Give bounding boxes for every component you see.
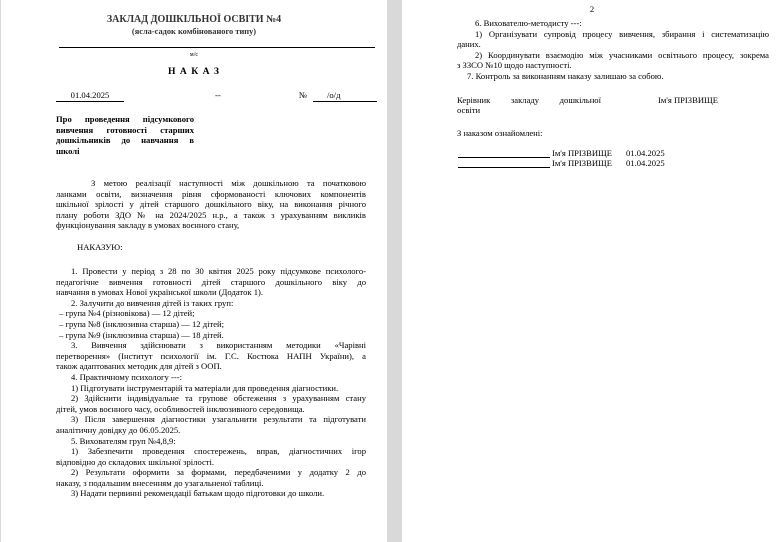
signatory-name: Ім'я ПРІЗВИЩЕ: [658, 95, 718, 105]
item-line: 1) Організувати супровід процесу вивчення, збирання і систематизацію: [475, 28, 769, 39]
ack-name: Ім'я ПРІЗВИЩЕ: [552, 158, 612, 168]
item-line: 3. Вивчення здійснювати з використанням методики «Чарівні: [71, 340, 366, 351]
item-line: дітей, умов воєнного часу, особливостей інклюзивного середовища.: [56, 403, 305, 414]
item-line: 6. Вихователю-методисту ---:: [475, 18, 582, 28]
item-line: 3) Після завершення діагностики узагальнити результати та підготувати: [71, 414, 366, 425]
item-line: 2) Результати оформити за формами, передбаченими у додатку 2 до: [71, 467, 366, 478]
item-line: 2) Координувати взаємодію між учасниками освітнього процесу, зокрема: [475, 49, 769, 60]
ack-name: Ім'я ПРІЗВИЩЕ: [552, 148, 612, 158]
item-line: 7. Контроль за виконанням наказу залишаю за собою.: [467, 70, 664, 81]
subject-line: школі: [56, 145, 80, 156]
item-line: 3) Надати первинні рекомендації батькам щодо підготовки до школи.: [71, 488, 325, 499]
item-line: наказу, з подальшим внесенням до узагальненої таблиці.: [56, 477, 264, 488]
signatory-role: Керівник закладу дошкільної: [457, 95, 601, 105]
item-line: 1. Провести у період з 28 по 30 квітня 2025 року підсумкове психолого-: [71, 266, 366, 276]
preamble-line: ланками освіти, визначення рівня сформованості ключових компонентів: [56, 188, 366, 199]
preamble-line: плану роботи ЗДО № на 2024/2025 н.р., а також з урахуванням викликів: [56, 209, 366, 220]
signatory-role-line2: освіти: [457, 105, 481, 115]
order-subject: [56, 114, 194, 156]
order-date: 01.04.2025: [56, 90, 124, 102]
meta-dash: --: [215, 90, 221, 100]
institution-name: ЗАКЛАД ДОШКІЛЬНОЇ ОСВІТИ №4: [106, 14, 282, 25]
item-line: з ЗЗСО №10 щодо наступності.: [457, 60, 572, 71]
preamble-line: функціонування закладу в умовах воєнного стану,: [56, 220, 240, 231]
item-line: 2) Здійснити індивідуальне та групове обстеження з урахуванням стану: [71, 393, 366, 404]
item-line: – група №9 (інклюзивна старша) — 18 дітей.: [59, 329, 224, 340]
preamble: [56, 178, 366, 231]
order-items: [56, 266, 366, 499]
item-line: 1) Підготувати інструментарій та матеріали для проведення діагностики.: [71, 382, 339, 393]
preamble-line: шкільної зрілості у дітей старшого дошкільного віку, на виконання річного: [56, 199, 366, 210]
ack-date: 01.04.2025: [626, 148, 665, 158]
item-line: – група №8 (інклюзивна старша) — 12 дітей;: [59, 318, 225, 329]
document-type: Н А К А З: [168, 66, 220, 77]
city-label: м/с: [189, 52, 199, 58]
number-sign: №: [299, 90, 308, 100]
item-line: 2. Залучити до вивчення дітей із таких груп:: [71, 297, 234, 308]
subject-line: вивчення готовності старших: [56, 124, 194, 135]
item-line: даних.: [457, 39, 481, 50]
item-line: навчання в умовах Нової української школи (Додаток 1).: [56, 287, 263, 298]
item-line: 4. Практичному психологу ---:: [71, 371, 182, 382]
page-number: 2: [589, 4, 595, 14]
subject-line: дошкільників до навчання в: [56, 135, 194, 146]
ack-date: 01.04.2025: [626, 158, 665, 168]
order-word: НАКАЗУЮ:: [77, 242, 123, 252]
item-line: – група №4 (різновікова) — 12 дітей;: [59, 308, 195, 319]
item-line: також адаптованих методик для дітей з ООП.: [56, 361, 222, 372]
item-line: перетворення» (Інститут психології ім. Г.С. Костюка НАПН України), а: [56, 350, 366, 361]
item-line: 5. Вихователям груп №4,8,9:: [71, 435, 176, 446]
acknowledgement-title: З наказом ознайомлені:: [457, 128, 543, 138]
item-line: аналітичну довідку до 06.05.2025.: [56, 424, 181, 435]
subject-line: Про проведення підсумкового: [56, 114, 194, 124]
item-line: відповідно до складових шкільної зрілості.: [56, 456, 215, 467]
header-divider: [59, 47, 375, 48]
item-line: 1) Забезпечити проведення спостережень, вправ, діагностичних ігор: [71, 446, 366, 457]
institution-type: (ясла-садок комбінованого типу): [131, 27, 257, 36]
document-page-2: [402, 0, 782, 542]
signature-line: [458, 157, 550, 158]
signature-line: [458, 167, 550, 168]
document-page-1: [1, 0, 387, 542]
order-number: /о/д: [313, 90, 377, 102]
preamble-line: З метою реалізації наступності між дошкільною та початковою: [91, 178, 366, 188]
order-items-continued: [457, 18, 769, 82]
item-line: педагогічне вивчення готовності дітей старшого дошкільного віку до: [56, 276, 366, 287]
